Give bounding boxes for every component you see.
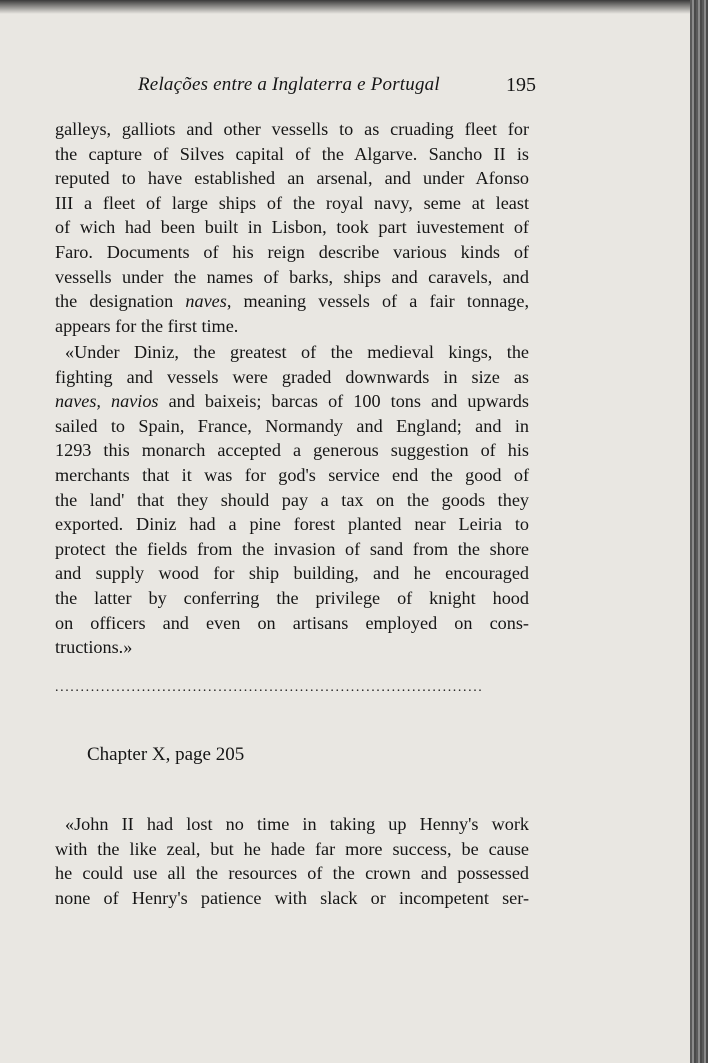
text-line: and supply wood for ship building, and he encouraged <box>55 563 529 584</box>
paragraph-3 <box>55 812 529 910</box>
text-line: he could use all the resources of the crown and possessed <box>55 863 529 884</box>
running-title: Relações entre a Inglaterra e Portugal <box>138 74 440 95</box>
text-line: sailed to Spain, France, Normandy and England; and in <box>55 415 529 436</box>
text-line: 1293 this monarch accepted a generous suggestion of his <box>55 440 529 461</box>
text-line: exported. Diniz had a pine forest planted near Leiria to <box>55 514 529 535</box>
text-line: vessells under the names of barks, ships and caravels, and <box>55 266 529 287</box>
paragraph-1 <box>55 117 529 338</box>
italic-term: naves <box>185 291 227 312</box>
text-line: galleys, galliots and other vessells to as cruading fleet for <box>55 119 529 139</box>
text-line: reputed to have established an arsenal, and under Afonso <box>55 168 529 189</box>
text-line: the latter by conferring the privilege of knight hood <box>55 587 529 608</box>
page-number: 195 <box>506 74 536 96</box>
text-line: tructions.» <box>55 637 133 658</box>
text-line <box>55 289 529 314</box>
text-line: with the like zeal, but he hade far more success, be cause <box>55 838 529 859</box>
text-line: the land' that they should pay a tax on the goods they <box>55 489 529 510</box>
text-line: merchants that it was for god's service end the good of <box>55 464 529 485</box>
text-line: III a fleet of large ships of the royal navy, seme at least <box>55 192 529 213</box>
text-line: protect the fields from the invasion of sand from the shore <box>55 538 529 559</box>
text-line: of wich had been built in Lisbon, took part iuvestement of <box>55 217 529 238</box>
text-line: «Under Diniz, the greatest of the medieval kings, the <box>65 342 529 362</box>
text-line: Faro. Documents of his reign describe various kinds of <box>55 241 529 262</box>
text-line: on officers and even on artisans employed on cons- <box>55 612 529 633</box>
dotted-separator: .................................................................................... <box>55 680 484 695</box>
italic-term: naves, navios <box>55 391 159 412</box>
text-fragment: and baixeis; barcas of 100 tons and upwards <box>158 391 529 412</box>
book-page-edges <box>690 0 708 1063</box>
text-line: fighting and vessels were graded downwards in size as <box>55 366 529 387</box>
text-fragment: the designation <box>55 291 174 312</box>
running-header <box>138 74 536 102</box>
text-line: the capture of Silves capital of the Algarve. Sancho II is <box>55 143 529 164</box>
text-line: appears for the first time. <box>55 315 239 336</box>
paragraph-2 <box>55 340 529 660</box>
text-line: «John II had lost no time in taking up Henny's work <box>65 814 529 834</box>
text-line <box>55 389 529 414</box>
text-line: none of Henry's patience with slack or incompetent ser- <box>55 887 529 908</box>
chapter-heading: Chapter X, page 205 <box>87 744 245 765</box>
text-fragment: , meaning vessels of a fair tonnage, <box>226 291 530 312</box>
page-top-shadow <box>0 0 690 14</box>
